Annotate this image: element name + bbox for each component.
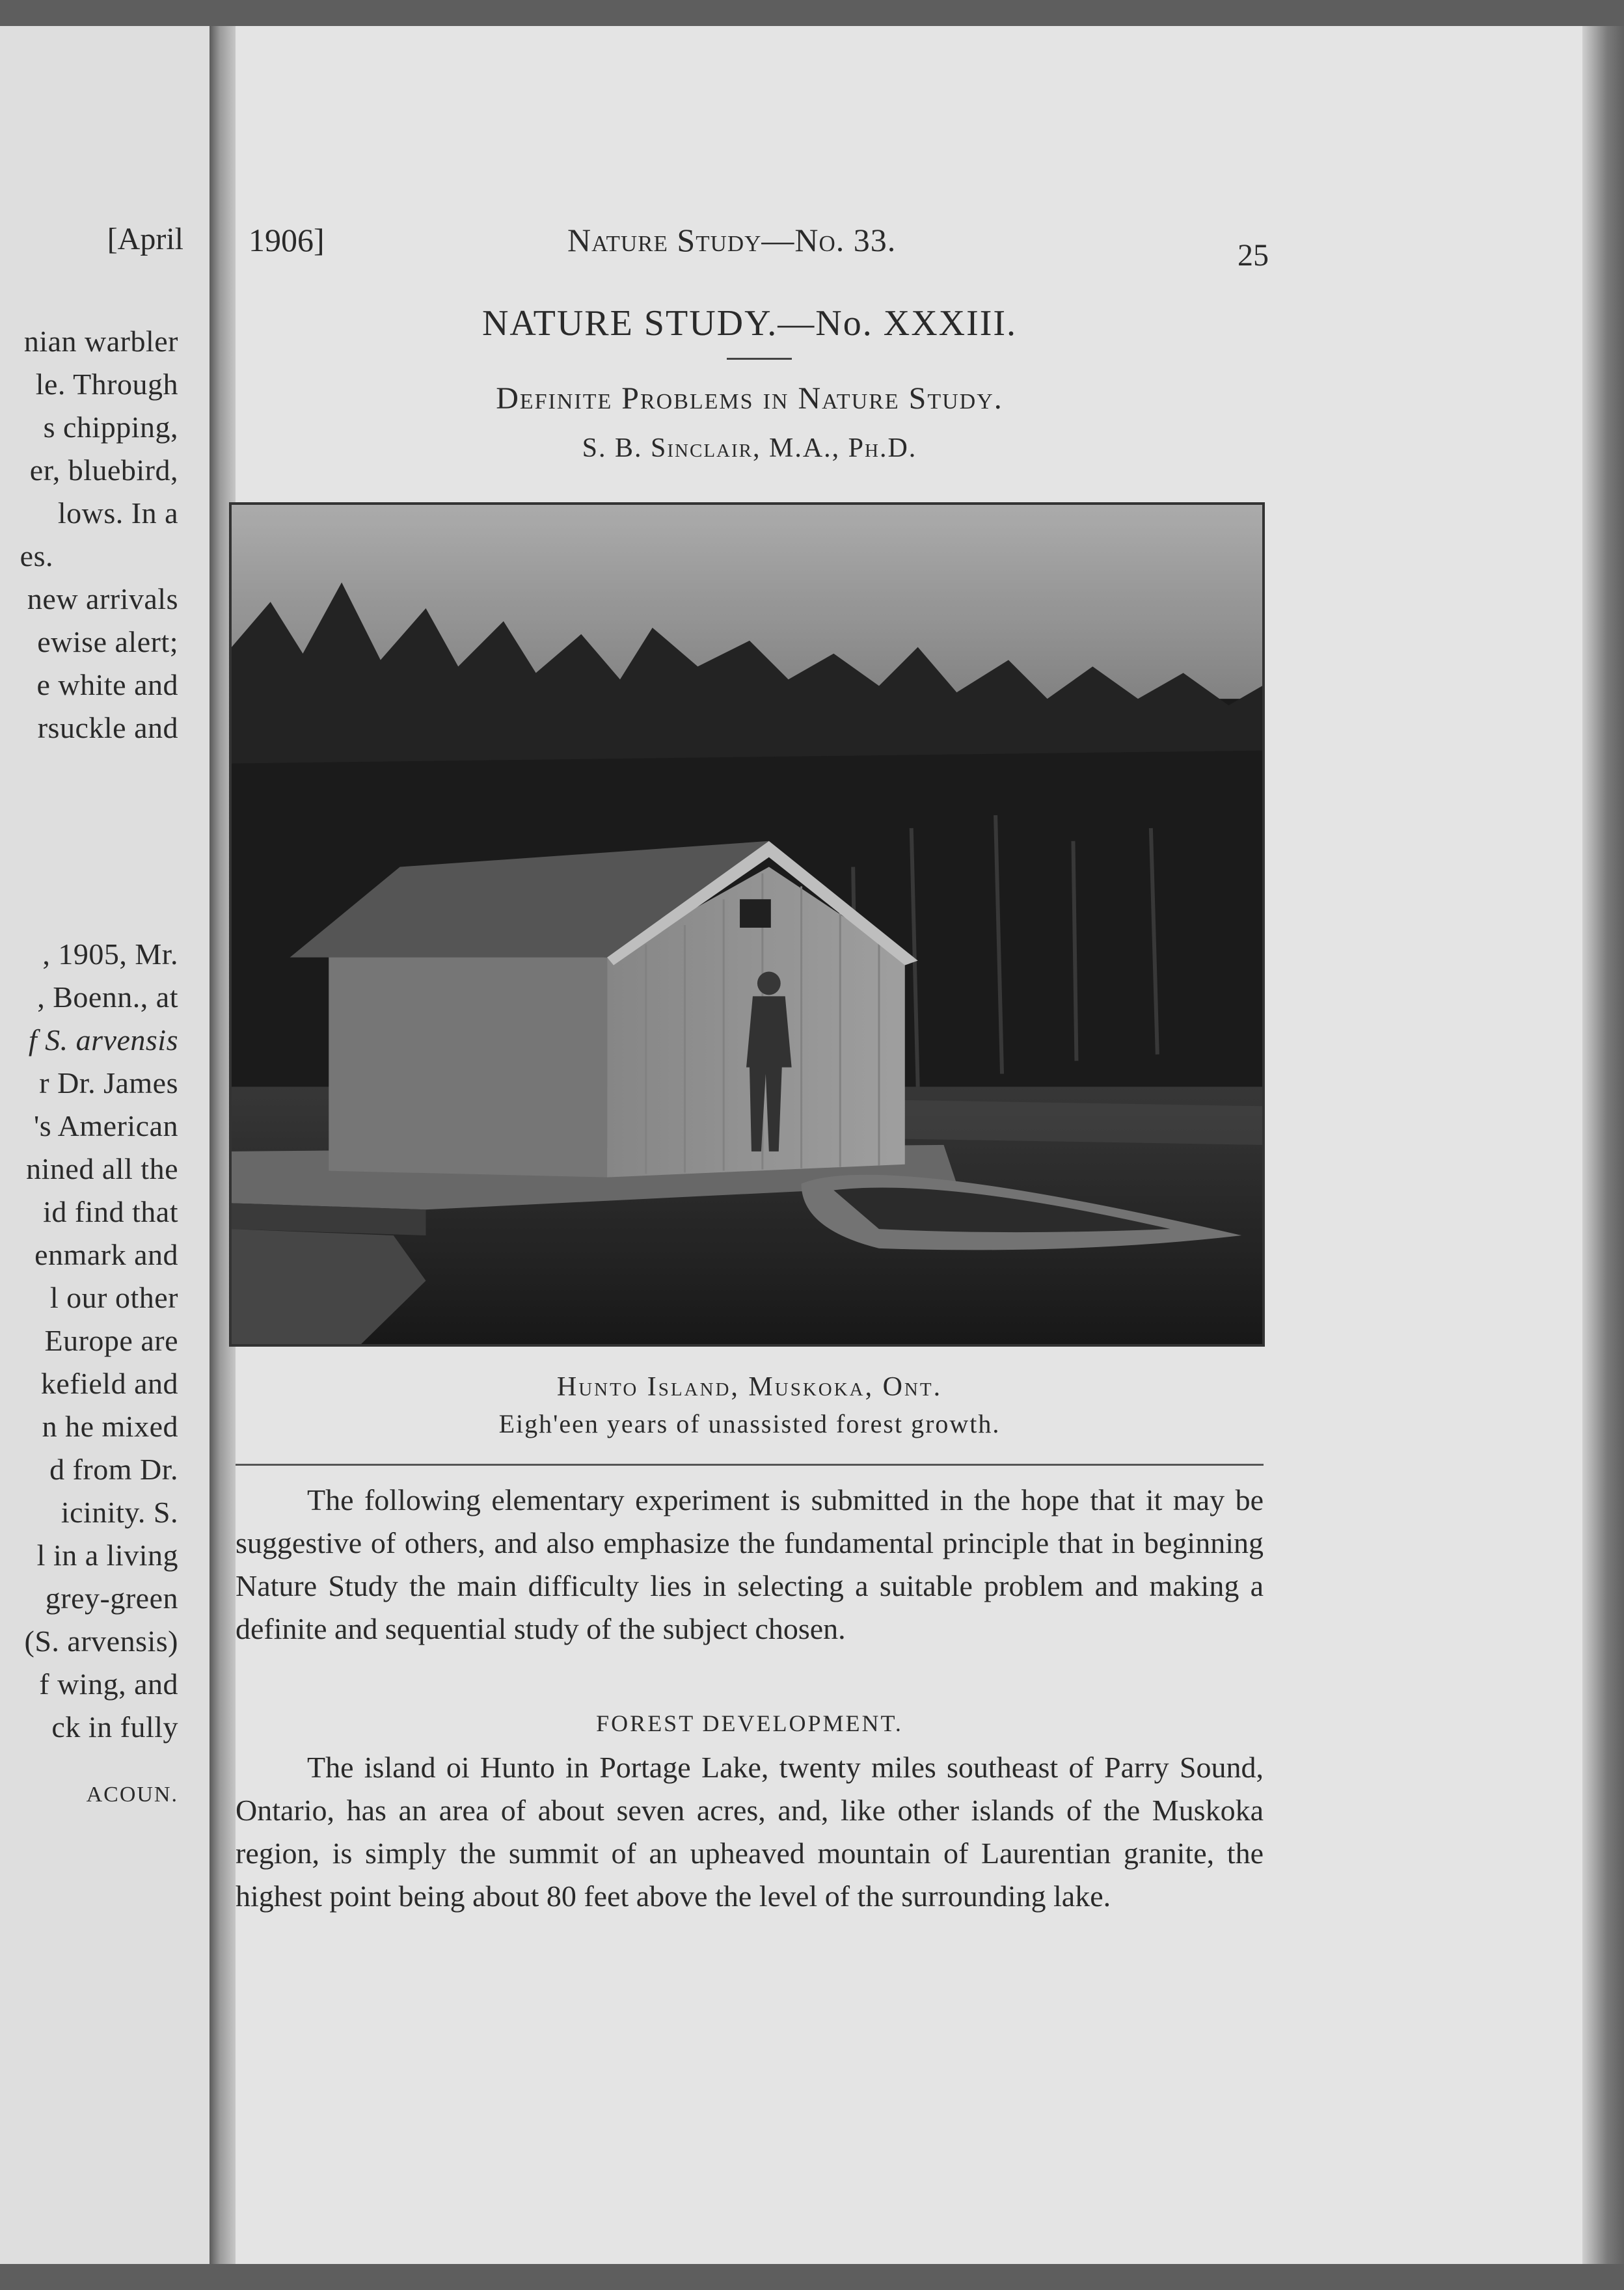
boathouse-photograph <box>229 502 1265 1347</box>
left-page-line: lows. In a <box>57 496 178 530</box>
figure-caption-subtitle: Eigh'een years of unassisted forest growth. <box>498 1409 1001 1438</box>
left-page-line: l in a living <box>36 1539 178 1572</box>
left-page-line: s chipping, <box>43 411 178 444</box>
previous-page-fragment <box>0 26 210 2277</box>
caption-divider <box>236 1464 1264 1466</box>
left-page-signature: ACOUN. <box>86 1783 178 1807</box>
article-author: S. B. Sinclair, M.A., Ph.D. <box>582 433 917 463</box>
running-head-title: Nature Study—No. 33. <box>567 222 897 258</box>
title-divider <box>727 358 792 360</box>
left-page-line: , Boenn., at <box>37 980 178 1014</box>
left-page-line: (S. arvensis) <box>24 1624 178 1658</box>
current-page <box>236 26 1582 2264</box>
body-paragraph: The following elementary experiment is submitted in the hope that it may be suggestive of others, and also emphasize the fundamental principle that in beginning Nature Study the main difficulty lies in selecting a suitable problem and making a definite and sequential study of the subject chosen. <box>236 1483 1264 1645</box>
left-page-line: Europe are <box>44 1324 178 1357</box>
scan-bottom-edge <box>0 2264 1624 2290</box>
left-page-line: f wing, and <box>39 1667 178 1701</box>
left-page-line: icinity. S. <box>61 1496 178 1529</box>
left-page-line: new arrivals <box>27 582 178 615</box>
left-page-line: le. Through <box>35 368 178 401</box>
section-heading: FOREST DEVELOPMENT. <box>596 1710 903 1736</box>
left-page-line: r Dr. James <box>39 1066 178 1099</box>
figure-caption-title: Hunto Island, Muskoka, Ont. <box>556 1372 943 1402</box>
left-page-line: rsuckle and <box>37 711 178 744</box>
left-page-line: l our other <box>49 1281 178 1314</box>
article-title: NATURE STUDY.—No. XXXIII. <box>481 303 1018 344</box>
left-page-line: id find that <box>43 1195 178 1228</box>
left-page-line: n he mixed <box>42 1410 178 1443</box>
left-page-line: e white and <box>36 668 178 701</box>
left-page-line: grey-green <box>45 1582 178 1615</box>
left-page-line: 's American <box>33 1109 178 1142</box>
left-page-line: kefield and <box>40 1367 178 1400</box>
left-page-line: f S. arvensis <box>28 1023 178 1057</box>
left-page-line: , 1905, Mr. <box>42 937 178 971</box>
left-page-line: ewise alert; <box>37 625 178 658</box>
left-running-head: [April <box>107 222 183 256</box>
scan-top-edge <box>0 0 1624 26</box>
left-page-line: er, bluebird, <box>29 453 178 487</box>
body-paragraph: The island oi Hunto in Portage Lake, twenty miles southeast of Parry Sound, Ontario, has an area of about seven acres, and, like other islands of the Muskoka region, is simply the summit of an upheaved mountain of Laurentian granite, the highest point being about 80 feet above the level of the surrounding lake. <box>236 1751 1264 1913</box>
left-page-line: d from Dr. <box>49 1453 178 1486</box>
page-number: 25 <box>1238 238 1269 273</box>
running-head-year: 1906] <box>249 222 325 258</box>
left-page-line: nined all the <box>26 1152 178 1185</box>
left-page-line: enmark and <box>34 1238 178 1271</box>
left-page-line: ck in fully <box>51 1710 178 1744</box>
left-page-line: es. <box>20 539 53 572</box>
scan-right-edge <box>1582 26 1624 2290</box>
photo-illustration <box>232 505 1262 1344</box>
article-subtitle: Definite Problems in Nature Study. <box>496 381 1003 416</box>
left-page-line: nian warbler <box>23 325 178 358</box>
